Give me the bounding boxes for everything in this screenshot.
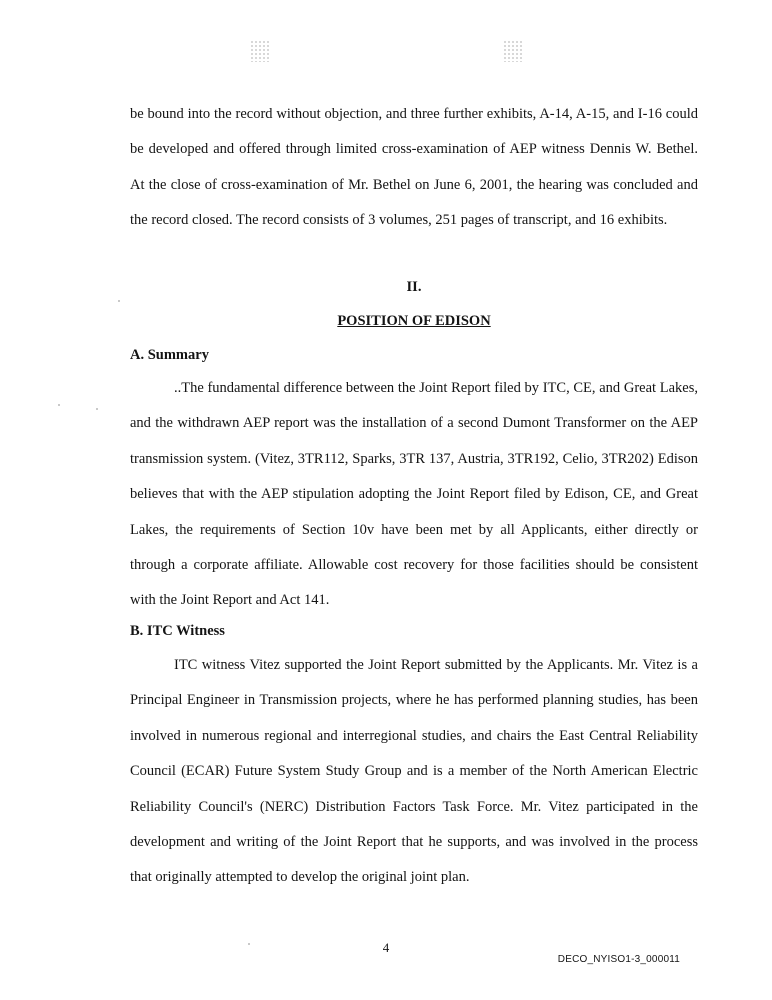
scan-speck [118,300,120,302]
intro-paragraph: be bound into the record without objection, and three further exhibits, A-14, A-15, and I-16 could be developed and offered through limited cross-examination of AEP witness Dennis W. Bethel. At the close of cross-examination of Mr. Bethel on June 6, 2001, the hearing was concluded and the record closed. The record consists of 3 volumes, 251 pages of transcript, and 16 exhibits. [130,106,698,229]
section-title: POSITION OF EDISON [337,313,491,329]
subsection-a-heading: A. Summary [130,347,209,363]
itc-witness-paragraph: ITC witness Vitez supported the Joint Report submitted by the Applicants. Mr. Vitez is a Principal Engineer in Transmission projects, where he has performed planning studies, has been involved in numerous regional and interregional studies, and chairs the East Central Reliability Council (ECAR) Future System Study Group and is a member of the North American Electric Reliability Council's (NERC) Distribution Factors Task Force. Mr. Vitez participated in the development and writing of the Joint Report that he supports, and was involved in the process that originally attempted to develop the original joint plan. [130,657,698,886]
scan-speck [96,408,98,410]
summary-paragraph: ..The fundamental difference between the Joint Report filed by ITC, CE, and Great Lakes, and the withdrawn AEP report was the installation of a second Dumont Transformer on the AEP transmission system. (Vitez, 3TR112, Sparks, 3TR 137, Austria, 3TR192, Celio, 3TR202) Edison believes that with the AEP stipulation adopting the Joint Report filed by Edison, CE, and Great Lakes, the requirements of Section 10v have been met by all Applicants, either directly or through a corporate affiliate. Allowable cost recovery for those facilities should be consistent with the Joint Report and Act 141. [130,380,698,609]
scan-smudge [503,40,523,62]
scan-speck [58,404,60,406]
section-number: II. [406,279,422,295]
subsection-b-heading: B. ITC Witness [130,623,225,639]
page-number: 4 [382,940,390,955]
bates-number: DECO_NYISO1-3_000011 [557,954,680,965]
scan-smudge [250,40,270,62]
